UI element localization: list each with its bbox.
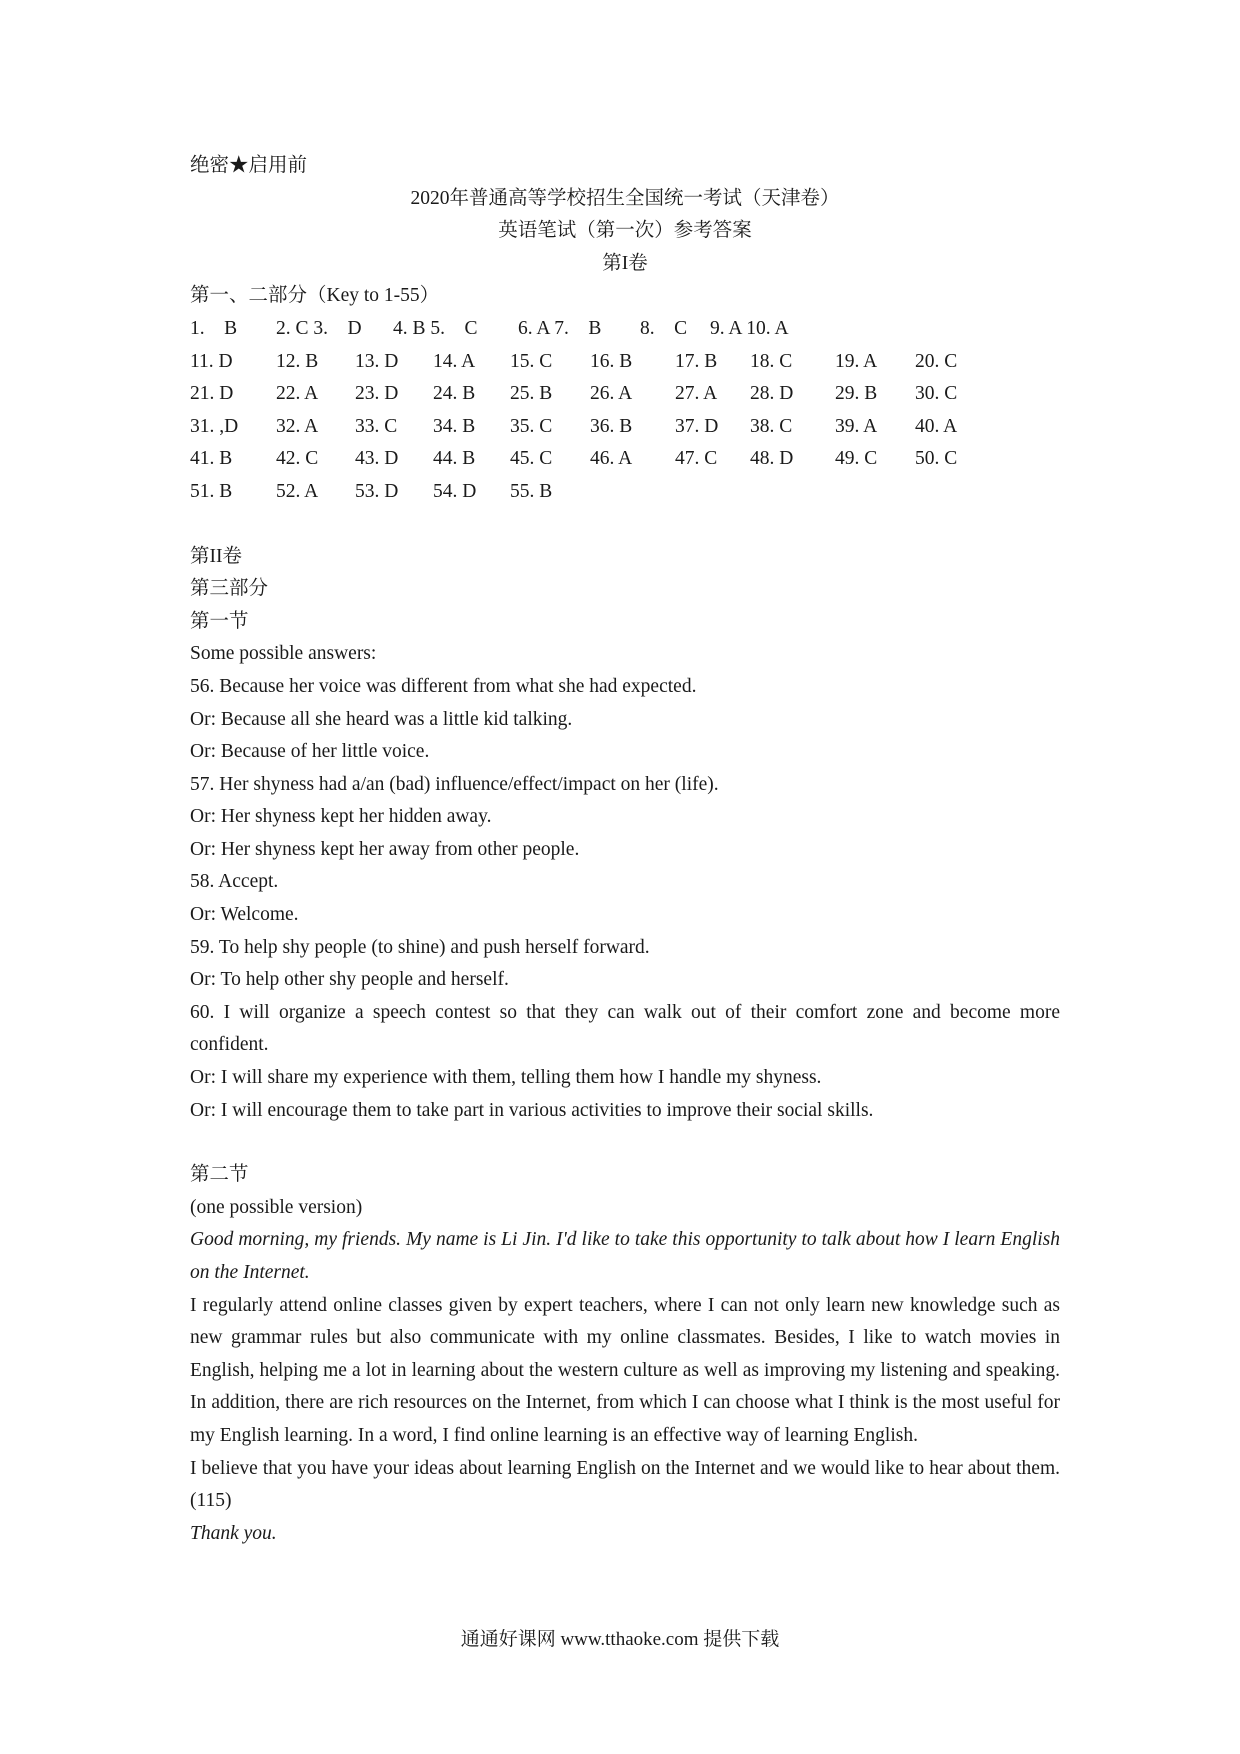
answer-key-cell: 29. B: [835, 383, 878, 405]
answer-key-cell: 44. B: [433, 448, 476, 470]
answer-line: 59. To help shy people (to shine) and push herself forward.: [190, 936, 650, 958]
answer-60: 60. I will organize a speech contest so that they can walk out of their comfort zone and become more confident.: [190, 1001, 1060, 1056]
answer-key-cell: 51. B: [190, 480, 233, 502]
answer-line: 56. Because her voice was different from what she had expected.: [190, 675, 697, 697]
answer-60-alt-2: Or: I will encourage them to take part in various activities to improve their social skills.: [190, 1099, 874, 1121]
exam-title: 2020年普通高等学校招生全国统一考试（天津卷）: [410, 187, 840, 209]
answer-line: Or: Her shyness kept her hidden away.: [190, 806, 492, 828]
essay-body: I regularly attend online classes given by expert teachers, where I can not only learn new knowledge such as new grammar rules but also communicate with my online classmates. Besides, I like to watch movies in English, helping me a lot in learning about the western culture as well as improving my listening and speaking. In addition, there are rich resources on the Internet, from which I can choose what I think is the most useful for my English learning. In a word, I find online learning is an effective way of learning English.: [190, 1294, 1060, 1446]
answer-key-cell: 52. A: [276, 480, 319, 502]
answer-key-cell: 26. A: [590, 383, 633, 405]
answer-key-cell: 28. D: [750, 383, 794, 405]
answer-key-row: [190, 346, 1060, 379]
part-one-two-heading: 第一、二部分（Key to 1-55）: [190, 285, 440, 307]
answer-key-row: [190, 443, 1060, 476]
document-page: [190, 150, 1060, 1550]
answer-key-cell: 25. B: [510, 383, 553, 405]
answer-key-cell: 53. D: [355, 480, 399, 502]
essay-closing: I believe that you have your ideas about learning English on the Internet and we would like to hear about them.(115): [190, 1457, 1060, 1512]
answer-key-cell: 22. A: [276, 383, 319, 405]
answer-line: Or: Because of her little voice.: [190, 741, 430, 763]
answer-key-cell: 35. C: [510, 415, 553, 437]
answer-key-cell: 45. C: [510, 448, 553, 470]
answer-key-cell: 1. B: [190, 317, 238, 339]
answer-key-cell: 31. ,D: [190, 415, 239, 437]
answer-key-cell: 13. D: [355, 350, 399, 372]
answer-key-cell: 39. A: [835, 415, 878, 437]
answer-key-cell: 33. C: [355, 415, 398, 437]
section-one-answers: [190, 671, 1060, 997]
section-one-intro: Some possible answers:: [190, 643, 377, 665]
answer-line: Or: To help other shy people and herself.: [190, 969, 509, 991]
answer-key-cell: 32. A: [276, 415, 319, 437]
answer-key-cell: 20. C: [915, 350, 958, 372]
answer-key-cell: 6. A 7. B: [518, 317, 602, 339]
answer-key-cell: 24. B: [433, 383, 476, 405]
answer-key-cell: 9. A 10. A: [710, 317, 789, 339]
answer-key-cell: 46. A: [590, 448, 633, 470]
answer-line: Or: Welcome.: [190, 904, 299, 926]
answer-key-row: [190, 378, 1060, 411]
answer-key-cell: 23. D: [355, 383, 399, 405]
answer-key-cell: 8. C: [640, 317, 688, 339]
answer-key-cell: 27. A: [675, 383, 718, 405]
part-three-heading: 第三部分: [190, 578, 269, 600]
answer-key-cell: 21. D: [190, 383, 234, 405]
answer-key-cell: 49. C: [835, 448, 878, 470]
answer-key-row: [190, 476, 1060, 509]
answer-key-cell: 55. B: [510, 480, 553, 502]
answer-key-cell: 14. A: [433, 350, 476, 372]
answer-key-cell: 36. B: [590, 415, 633, 437]
section-one-heading: 第一节: [190, 610, 249, 632]
section-two-heading: 第二节: [190, 1164, 249, 1186]
answer-60-alt-1: Or: I will share my experience with them, telling them how I handle my shyness.: [190, 1067, 822, 1089]
answer-key-cell: 17. B: [675, 350, 718, 372]
answer-key-cell: 12. B: [276, 350, 319, 372]
answer-key-cell: 2. C 3. D: [276, 317, 362, 339]
answer-key-cell: 30. C: [915, 383, 958, 405]
answer-key-cell: 19. A: [835, 350, 878, 372]
volume-two-heading: 第II卷: [190, 545, 242, 567]
answer-key-cell: 34. B: [433, 415, 476, 437]
volume-one-heading: 第I卷: [602, 252, 648, 274]
answer-line: 57. Her shyness had a/an (bad) influence/effect/impact on her (life).: [190, 773, 719, 795]
answer-key-cell: 48. D: [750, 448, 794, 470]
answer-key-cell: 47. C: [675, 448, 718, 470]
answer-key-cell: 43. D: [355, 448, 399, 470]
answer-key-cell: 16. B: [590, 350, 633, 372]
answer-key-cell: 50. C: [915, 448, 958, 470]
answer-key-row: [190, 313, 1060, 346]
answer-key-cell: 15. C: [510, 350, 553, 372]
answer-key-cell: 37. D: [675, 415, 719, 437]
essay-thanks: Thank you.: [190, 1522, 277, 1544]
answer-key-cell: 4. B 5. C: [393, 317, 478, 339]
answer-key-cell: 11. D: [190, 350, 233, 372]
answer-key-row: [190, 411, 1060, 444]
answer-key-cell: 41. B: [190, 448, 233, 470]
answer-line: 58. Accept.: [190, 871, 279, 893]
answer-key-cell: 42. C: [276, 448, 319, 470]
answer-line: Or: Because all she heard was a little kid talking.: [190, 708, 573, 730]
answer-key-cell: 38. C: [750, 415, 793, 437]
footer-watermark: 通通好课网 www.tthaoke.com 提供下载: [460, 1629, 780, 1650]
answer-key-table: [190, 313, 1060, 509]
confidential-label: 绝密★启用前: [190, 155, 308, 176]
answer-key-cell: 18. C: [750, 350, 793, 372]
answer-line: Or: Her shyness kept her away from other people.: [190, 838, 580, 860]
section-two-note: (one possible version): [190, 1196, 363, 1218]
answer-key-cell: 40. A: [915, 415, 958, 437]
essay-opening: Good morning, my friends. My name is Li Jin. I'd like to take this opportunity to talk about how I learn English on the Internet.: [190, 1229, 1060, 1283]
exam-subtitle: 英语笔试（第一次）参考答案: [498, 220, 752, 242]
answer-key-cell: 54. D: [433, 480, 477, 502]
